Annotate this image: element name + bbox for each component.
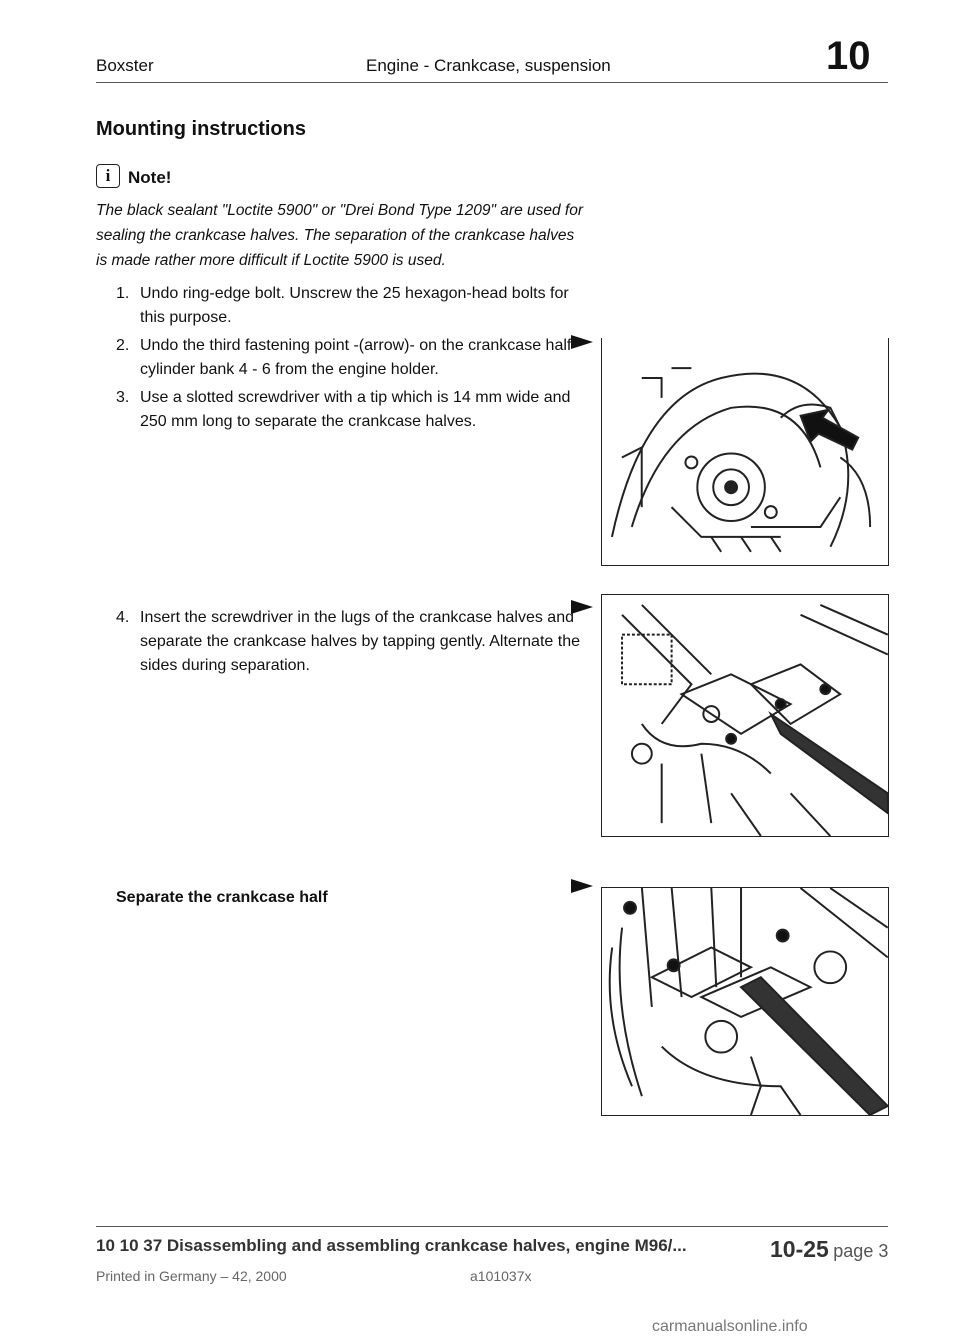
chapter-number: 10 [826,34,871,78]
step-text: Use a slotted screwdriver with a tip which is 14 mm wide and 250 mm long to separate the crankcase halves. [140,389,571,430]
step-3 [116,386,586,434]
arrow-right-icon [571,335,593,349]
arrow-right-icon [571,879,593,893]
step-number: 4. [116,609,130,626]
footer-rule [96,1226,888,1227]
header-rule [96,82,888,83]
figure-separate-half [601,887,889,1116]
footer-code: a101037x [470,1268,532,1284]
figure-screwdriver-lugs [601,594,889,837]
page-title: Mounting instructions [96,118,306,140]
arrow-right-icon [571,600,593,614]
step-text: Insert the screwdriver in the lugs of the crankcase halves and separate the crankcase halves by tapping gently. Alternate the sides during separation. [140,609,580,674]
step-2 [116,334,586,382]
step-text: Undo ring-edge bolt. Unscrew the 25 hexagon-head bolts for this purpose. [140,285,569,326]
page-number: 10-25 [770,1236,829,1262]
watermark: carmanualsonline.info [652,1318,808,1335]
page-word: page 3 [833,1241,889,1261]
info-icon: i [96,164,120,188]
note-text: The black sealant "Loctite 5900" or "Drei Bond Type 1209" are used for sealing the crankcase halves. The separation of the crankcase halves is made rather more difficult if Loctite 5900 is used. [96,202,584,269]
header-model: Boxster [96,56,154,75]
note-label: Note! [128,168,172,187]
separate-label: Separate the crankcase half [116,889,328,906]
footer-doc-title: 10 10 37 Disassembling and assembling crankcase halves, engine M96/... [96,1236,687,1255]
step-number: 3. [116,389,130,406]
step-text: Undo the third fastening point -(arrow)- on the crankcase half cylinder bank 4 - 6 from the engine holder. [140,337,572,378]
figure-engine-holder [601,338,889,566]
header-section: Engine - Crankcase, suspension [366,56,611,75]
step-number: 1. [116,285,130,302]
step-4 [116,606,586,678]
step-number: 2. [116,337,130,354]
footer-printed: Printed in Germany – 42, 2000 [96,1268,287,1284]
step-1 [116,282,586,330]
footer-page [770,1236,888,1263]
